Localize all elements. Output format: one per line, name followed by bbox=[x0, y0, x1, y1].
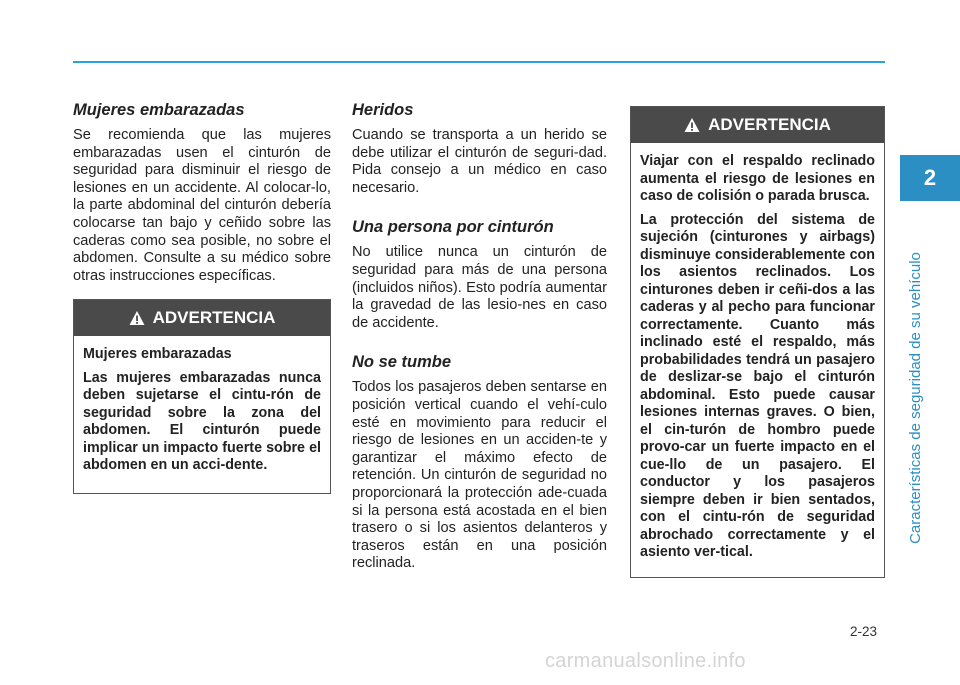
warning-box-pregnant bbox=[73, 299, 331, 494]
warning-title: Mujeres embarazadas bbox=[83, 346, 232, 362]
section-paragraph-no-lying: Todos los pasajeros deben sentarse en posición vertical cuando el vehí-culo esté en movimiento para reducir el riesgo de lesiones en un acciden-te y garantizar el máximo efecto de retención. Un cinturón de seguridad no proporcionará la protección ade-cuada si la persona está acostada en el bien trasero o si los asientos delanteros y traseros están en una posición reclinada. bbox=[352, 379, 607, 572]
warning-label: ADVERTENCIA bbox=[708, 115, 831, 134]
warning-triangle-icon bbox=[129, 310, 145, 326]
section-heading-pregnant: Mujeres embarazadas bbox=[73, 101, 245, 119]
chapter-title: Características de seguridad de su vehículo bbox=[907, 252, 924, 544]
chapter-number-tab: 2 bbox=[900, 155, 960, 201]
warning-body bbox=[74, 336, 330, 487]
section-paragraph-one-person: No utilice nunca un cinturón de seguridad para más de una persona (incluidos niños). Esto podría aumentar la gravedad de las lesio-nes en caso de accidente. bbox=[352, 244, 607, 331]
warning-header bbox=[74, 300, 330, 336]
warning-box-reclined bbox=[630, 106, 885, 578]
page-number: 2-23 bbox=[850, 624, 878, 639]
warning-triangle-icon bbox=[684, 117, 700, 133]
section-paragraph-injured: Cuando se transporta a un herido se debe utilizar el cinturón de seguri-dad. Pida consejo a un médico en caso necesario. bbox=[352, 127, 607, 196]
section-heading-injured: Heridos bbox=[352, 101, 414, 119]
chapter-title-vertical bbox=[906, 208, 926, 588]
section-heading-one-person: Una persona por cinturón bbox=[352, 218, 554, 237]
warning-label: ADVERTENCIA bbox=[152, 308, 276, 327]
warning-paragraph-2: La protección del sistema de sujeción (cinturones y airbags) disminuye considerablemente con los asientos reclinados. Los cinturones deben ir ceñi-dos a las caderas y al pecho para funcionar correctamente. Cuanto más inclinado esté el respaldo, más probabilidades tendrá un pasajero de deslizar-se bajo el cinturón abdominal. Esto puede causar lesiones internas graves. O bien, el cin-turón de hombro puede provo-car un fuerte impacto en el cue-llo de un pasajero. El conductor y los pasajeros siempre deben ir bien sentados, con el cintu-rón de seguridad abrochado correctamente y el asiento ver-tical. bbox=[640, 211, 875, 560]
header-rule bbox=[73, 61, 885, 63]
section-paragraph-pregnant: Se recomienda que las mujeres embarazadas usen el cinturón de seguridad para disminuir el riesgo de lesiones en un accidente. Al colocar-lo, la parte abdominal del cinturón debería colocarse tan bajo y ceñido sobre las caderas como sea posible, no sobre el abdomen. Consulte a su médico sobre otras instrucciones específicas. bbox=[73, 127, 331, 284]
column-2 bbox=[352, 100, 607, 573]
warning-text: Las mujeres embarazadas nunca deben sujetarse el cintu-rón de seguridad sobre la zona del abdomen. El cinturón puede implicar un impacto fuerte sobre el abdomen en un acci-dente. bbox=[83, 369, 321, 473]
warning-body bbox=[631, 143, 884, 574]
watermark: carmanualsonline.info bbox=[545, 650, 746, 672]
column-1 bbox=[73, 100, 331, 285]
warning-paragraph-1: Viajar con el respaldo reclinado aumenta el riesgo de lesiones en caso de colisión o parada brusca. bbox=[640, 153, 875, 204]
warning-header bbox=[631, 107, 884, 143]
section-heading-no-lying: No se tumbe bbox=[352, 353, 452, 372]
